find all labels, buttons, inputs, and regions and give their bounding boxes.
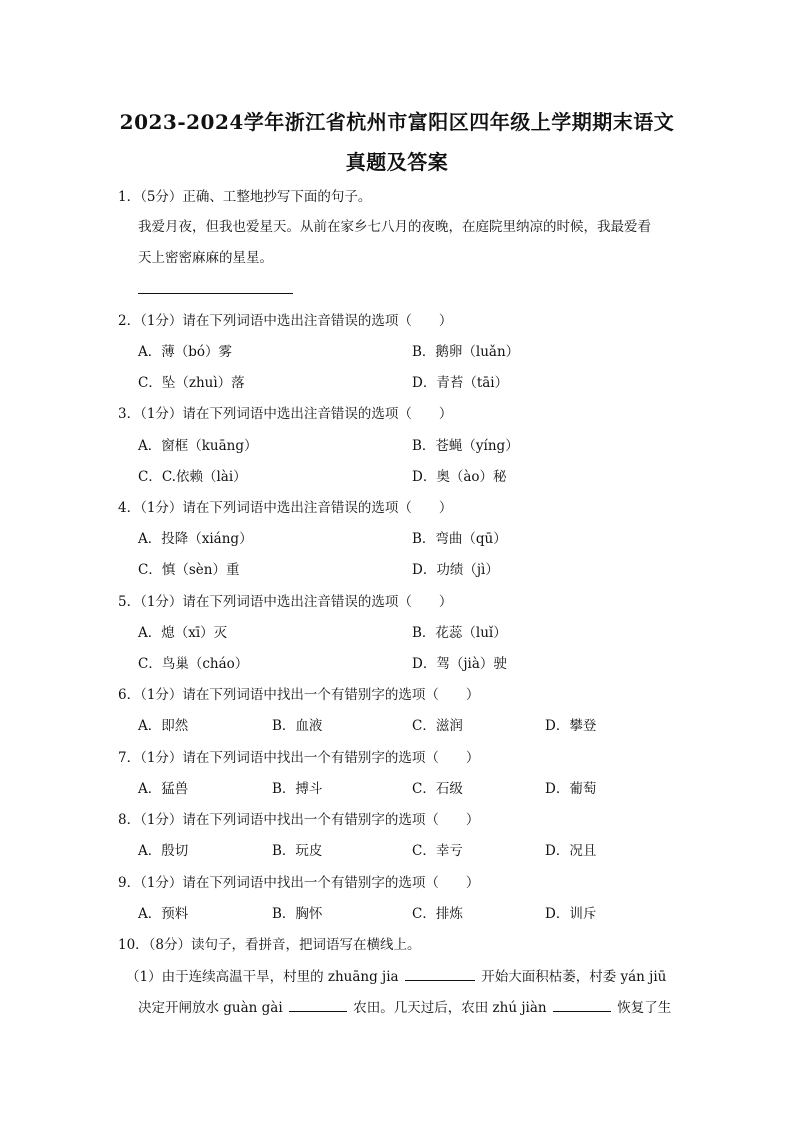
- fill-blank[interactable]: [289, 997, 347, 1012]
- question-2-stem: 2．（1分）请在下列词语中选出注音错误的选项（ ）: [118, 313, 453, 329]
- question-8-option-d: D．况且: [545, 843, 597, 859]
- question-10-text: 恢复了生: [617, 1000, 672, 1016]
- question-6-option-a: A．即然: [138, 718, 189, 734]
- question-4-option-a: A．投降（xiáng）: [138, 531, 253, 547]
- question-6-option-b: B．血液: [272, 718, 323, 734]
- question-7-option-a: A．猛兽: [138, 781, 189, 797]
- question-7-option-d: D．葡萄: [545, 781, 597, 797]
- question-10-text: 开始大面积枯萎，村委 yán jiū: [481, 969, 667, 985]
- question-2-option-a: A．薄（bó）雾: [138, 344, 233, 360]
- question-8-option-c: C．幸亏: [412, 843, 463, 859]
- question-3-option-b: B．苍蝇（yíng）: [412, 438, 519, 454]
- question-1-text-line1: 我爱月夜，但我也爱星天。从前在家乡七八月的夜晚，在庭院里纳凉的时候，我最爱看: [138, 219, 651, 235]
- question-5-option-a: A．熄（xī）灭: [138, 625, 228, 641]
- question-2-option-d: D．青苔（tāi）: [412, 375, 509, 391]
- page-subtitle: 真题及答案: [345, 150, 449, 174]
- question-1-stem: 1．（5分）正确、工整地抄写下面的句子。: [118, 189, 372, 205]
- question-9-option-a: A．预料: [138, 906, 189, 922]
- question-1-text-line2: 天上密密麻麻的星星。: [138, 250, 273, 266]
- question-3-option-c: C．C.依赖（lài）: [138, 469, 247, 485]
- question-5-stem: 5．（1分）请在下列词语中选出注音错误的选项（ ）: [118, 594, 453, 610]
- question-4-option-c: C．慎（sèn）重: [138, 562, 240, 578]
- answer-line: [138, 293, 293, 294]
- question-7-option-b: B．搏斗: [272, 781, 323, 797]
- fill-blank[interactable]: [553, 997, 611, 1012]
- question-2-option-b: B．鹅卵（luǎn）: [412, 344, 520, 360]
- question-10-stem: 10．（8分）读句子，看拼音，把词语写在横线上。: [118, 937, 421, 953]
- question-8-stem: 8．（1分）请在下列词语中找出一个有错别字的选项（ ）: [118, 812, 480, 828]
- question-4-stem: 4．（1分）请在下列词语中选出注音错误的选项（ ）: [118, 500, 453, 516]
- question-2-option-c: C．坠（zhuì）落: [138, 375, 245, 391]
- question-9-stem: 9．（1分）请在下列词语中找出一个有错别字的选项（ ）: [118, 875, 480, 891]
- question-8-option-a: A．殷切: [138, 843, 189, 859]
- question-7-stem: 7．（1分）请在下列词语中找出一个有错别字的选项（ ）: [118, 750, 480, 766]
- question-10-paragraph-line1: [126, 966, 666, 987]
- question-9-option-c: C．排炼: [412, 906, 463, 922]
- page-title: 2023-2024学年浙江省杭州市富阳区四年级上学期期末语文: [119, 110, 675, 134]
- question-8-option-b: B．玩皮: [272, 843, 323, 859]
- question-10-text: （1）由于连续高温干旱，村里的 zhuāng jia: [126, 969, 399, 985]
- question-5-option-c: C．鸟巢（cháo）: [138, 656, 249, 672]
- question-9-option-b: B．胸怀: [272, 906, 323, 922]
- question-10-paragraph-line2: [138, 997, 671, 1018]
- question-10-text: 决定开闸放水 guàn gài: [138, 1000, 283, 1016]
- fill-blank[interactable]: [405, 966, 475, 981]
- question-3-stem: 3．（1分）请在下列词语中选出注音错误的选项（ ）: [118, 406, 453, 422]
- question-6-option-d: D．攀登: [545, 718, 597, 734]
- question-3-option-a: A．窗框（kuāng）: [138, 438, 258, 454]
- question-6-option-c: C．滋润: [412, 718, 463, 734]
- question-5-option-b: B．花蕊（luǐ）: [412, 625, 507, 641]
- question-4-option-d: D．功绩（jì）: [412, 562, 499, 578]
- question-3-option-d: D．奥（ào）秘: [412, 469, 507, 485]
- question-4-option-b: B．弯曲（qū）: [412, 531, 507, 547]
- question-6-stem: 6．（1分）请在下列词语中找出一个有错别字的选项（ ）: [118, 687, 480, 703]
- question-9-option-d: D．训斥: [545, 906, 597, 922]
- question-7-option-c: C．石级: [412, 781, 463, 797]
- question-5-option-d: D．驾（jià）驶: [412, 656, 507, 672]
- question-10-text: 农田。几天过后，农田 zhú jiàn: [353, 1000, 547, 1016]
